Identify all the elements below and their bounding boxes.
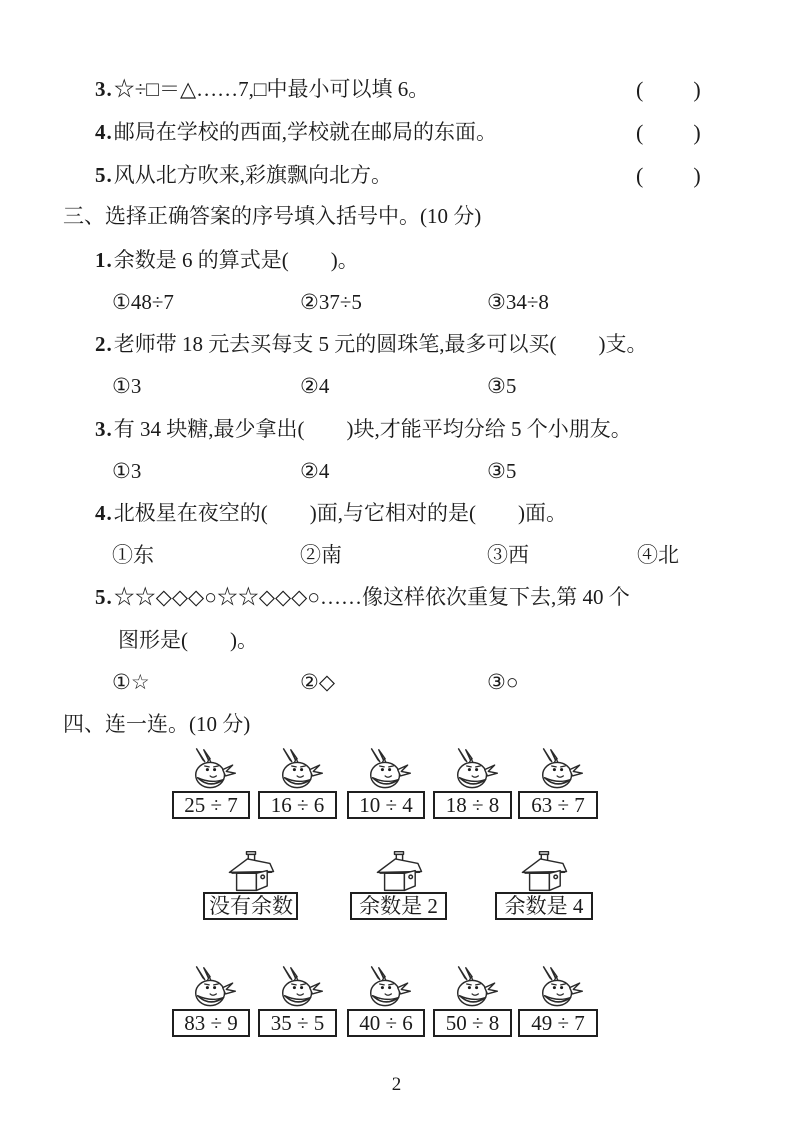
category-box[interactable]: 余数是 4 — [495, 892, 593, 920]
paren-close: ) — [693, 120, 701, 145]
bird-icon — [446, 748, 500, 793]
match-mid-col-3 — [495, 849, 593, 920]
match-mid-col-2 — [350, 849, 447, 920]
answer-blank[interactable] — [636, 119, 701, 146]
match-bottom-col-3 — [347, 966, 425, 1037]
option-q4-1[interactable]: ①东 — [112, 543, 154, 567]
option-q2-2[interactable]: ②4 — [300, 374, 330, 398]
expression-box[interactable]: 16 ÷ 6 — [258, 791, 337, 819]
item-number: 5. — [95, 163, 113, 187]
bird-icon — [446, 966, 500, 1011]
match-top-col-2 — [258, 748, 337, 819]
choice-q3 — [95, 416, 632, 443]
item-number: 3. — [95, 417, 113, 441]
item-number: 2. — [95, 332, 113, 356]
section-heading-choice: 三、选择正确答案的序号填入括号中。(10 分) — [63, 204, 482, 228]
item-text: 北极星在夜空的( )面,与它相对的是( )面。 — [113, 501, 567, 525]
item-number: 4. — [95, 120, 113, 144]
answer-blank[interactable] — [636, 162, 701, 189]
option-q4-2[interactable]: ②南 — [300, 543, 342, 567]
bird-icon — [359, 748, 413, 793]
expression-box[interactable]: 50 ÷ 8 — [433, 1009, 512, 1037]
choice-q5-line1 — [95, 584, 630, 611]
match-top-col-3 — [347, 748, 425, 819]
judge-item-4 — [95, 119, 497, 146]
choice-q4 — [95, 500, 567, 527]
paren-open: ( — [636, 163, 644, 188]
bird-icon — [271, 966, 325, 1011]
item-number: 3. — [95, 77, 113, 101]
item-number: 5. — [95, 585, 113, 609]
option-q4-4[interactable]: ④北 — [637, 543, 679, 567]
bird-icon — [531, 748, 585, 793]
item-text: 余数是 6 的算式是( )。 — [113, 248, 359, 272]
item-text: 有 34 块糖,最少拿出( )块,才能平均分给 5 个小朋友。 — [113, 417, 632, 441]
option-q5-3[interactable]: ③○ — [487, 670, 519, 694]
house-icon — [374, 849, 424, 894]
choice-q1 — [95, 247, 359, 274]
option-q5-2[interactable]: ②◇ — [300, 670, 335, 694]
house-icon — [519, 849, 569, 894]
option-q3-2[interactable]: ②4 — [300, 459, 330, 483]
match-top-col-5 — [518, 748, 598, 819]
expression-box[interactable]: 10 ÷ 4 — [347, 791, 425, 819]
page-number: 2 — [391, 1074, 402, 1095]
judge-item-5 — [95, 162, 392, 189]
item-number: 4. — [95, 501, 113, 525]
category-box[interactable]: 余数是 2 — [350, 892, 447, 920]
item-text: ☆÷□＝△……7,□中最小可以填 6。 — [113, 77, 430, 101]
option-q2-3[interactable]: ③5 — [487, 374, 517, 398]
option-q2-1[interactable]: ①3 — [112, 374, 142, 398]
item-text: ☆☆◇◇◇○☆☆◇◇◇○……像这样依次重复下去,第 40 个 — [113, 585, 630, 609]
match-bottom-col-5 — [518, 966, 598, 1037]
bird-icon — [531, 966, 585, 1011]
category-box[interactable]: 没有余数 — [203, 892, 298, 920]
item-text: 图形是( )。 — [118, 628, 258, 652]
option-q1-2[interactable]: ②37÷5 — [300, 290, 362, 314]
expression-box[interactable]: 40 ÷ 6 — [347, 1009, 425, 1037]
bird-icon — [184, 966, 238, 1011]
option-q1-1[interactable]: ①48÷7 — [112, 290, 174, 314]
option-q4-3[interactable]: ③西 — [487, 543, 529, 567]
expression-box[interactable]: 25 ÷ 7 — [172, 791, 250, 819]
match-bottom-col-2 — [258, 966, 337, 1037]
option-q3-3[interactable]: ③5 — [487, 459, 517, 483]
item-text: 风从北方吹来,彩旗飘向北方。 — [113, 163, 392, 187]
judge-item-3 — [95, 76, 429, 103]
choice-q5-line2 — [118, 627, 258, 654]
match-bottom-col-1 — [172, 966, 250, 1037]
expression-box[interactable]: 63 ÷ 7 — [518, 791, 598, 819]
paren-close: ) — [693, 77, 701, 102]
match-top-col-4 — [433, 748, 512, 819]
expression-box[interactable]: 83 ÷ 9 — [172, 1009, 250, 1037]
house-icon — [226, 849, 276, 894]
section-heading-match: 四、连一连。(10 分) — [63, 712, 251, 736]
item-number: 1. — [95, 248, 113, 272]
paren-open: ( — [636, 120, 644, 145]
option-q3-1[interactable]: ①3 — [112, 459, 142, 483]
option-q5-1[interactable]: ①☆ — [112, 670, 150, 694]
expression-box[interactable]: 49 ÷ 7 — [518, 1009, 598, 1037]
item-text: 邮局在学校的西面,学校就在邮局的东面。 — [113, 120, 497, 144]
bird-icon — [184, 748, 238, 793]
paren-close: ) — [693, 163, 701, 188]
expression-box[interactable]: 18 ÷ 8 — [433, 791, 512, 819]
bird-icon — [271, 748, 325, 793]
match-top-col-1 — [172, 748, 250, 819]
option-q1-3[interactable]: ③34÷8 — [487, 290, 549, 314]
paren-open: ( — [636, 77, 644, 102]
match-bottom-col-4 — [433, 966, 512, 1037]
match-mid-col-1 — [203, 849, 298, 920]
choice-q2 — [95, 331, 647, 358]
bird-icon — [359, 966, 413, 1011]
answer-blank[interactable] — [636, 76, 701, 103]
item-text: 老师带 18 元去买每支 5 元的圆珠笔,最多可以买( )支。 — [113, 332, 648, 356]
expression-box[interactable]: 35 ÷ 5 — [258, 1009, 337, 1037]
